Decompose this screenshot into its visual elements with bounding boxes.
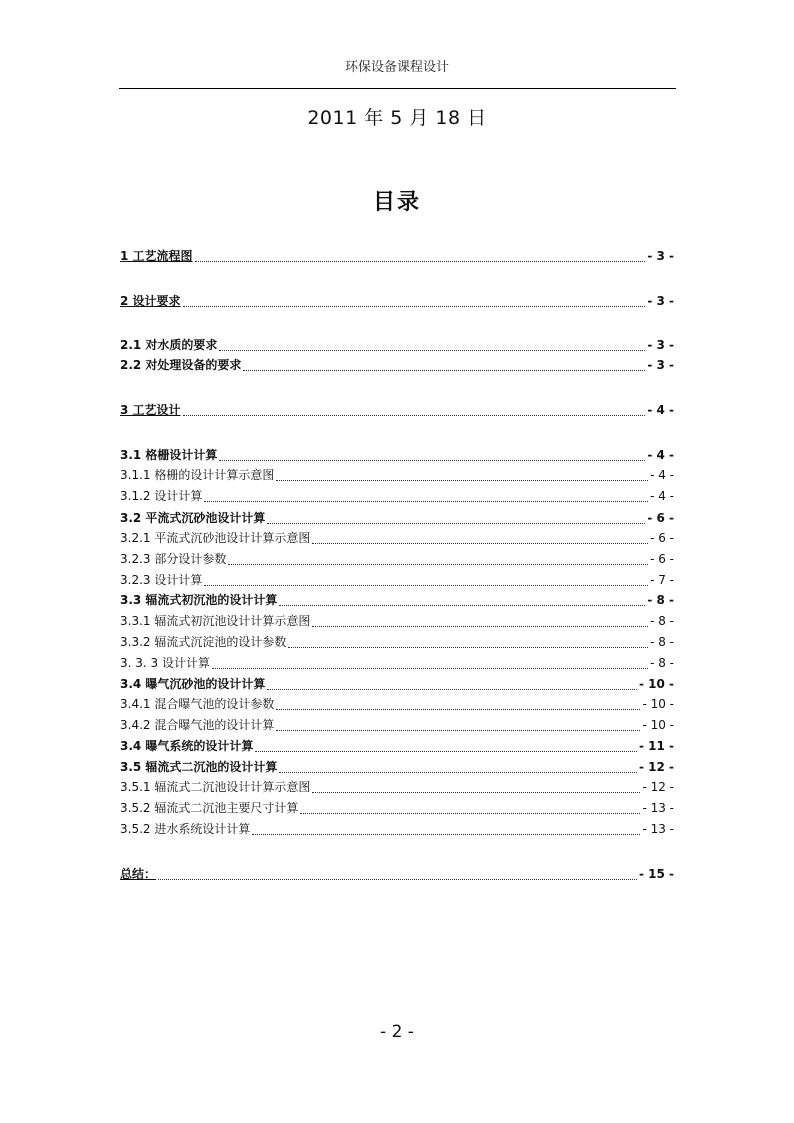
- toc-entry-label: 2 设计要求: [120, 294, 181, 308]
- document-date: 2011 年 5 月 18 日: [307, 107, 487, 129]
- toc-entry-page: - 11 -: [638, 739, 674, 753]
- toc-leader-dots: [279, 772, 637, 773]
- toc-entry-label: 1 工艺流程图: [120, 249, 193, 263]
- toc-leader-dots: [255, 751, 637, 752]
- toc-leader-dots: [228, 564, 648, 565]
- toc-entry-label: 3.4.2 混合曝气池的设计计算: [120, 718, 275, 732]
- toc-entry-label: 3.2 平流式沉砂池设计计算: [120, 511, 266, 525]
- toc-entry[interactable]: [120, 292, 674, 311]
- toc-leader-dots: [243, 370, 645, 371]
- toc-entry-label: 3.3 辐流式初沉池的设计计算: [120, 593, 278, 607]
- toc-entry[interactable]: [120, 737, 674, 756]
- toc-entry[interactable]: [120, 529, 674, 548]
- toc-entry-label: 3.5.2 进水系统设计计算: [120, 822, 251, 836]
- toc-entry[interactable]: [120, 612, 674, 631]
- toc-entry-label: 3.1.1 格栅的设计计算示意图: [120, 468, 275, 482]
- toc-entry-page: - 13 -: [642, 822, 674, 836]
- toc-leader-dots: [276, 480, 648, 481]
- toc-leader-dots: [300, 813, 640, 814]
- toc-entry-page: - 6 -: [650, 552, 674, 566]
- toc-entry[interactable]: [120, 571, 674, 590]
- toc-entry-label: 3.5.1 辐流式二沉池设计计算示意图: [120, 780, 311, 794]
- toc-entry-page: - 3 -: [647, 358, 674, 372]
- toc-leader-dots: [204, 585, 648, 586]
- toc-entry-label: 3.1 格栅设计计算: [120, 448, 218, 462]
- toc-leader-dots: [195, 261, 646, 262]
- toc-entry[interactable]: [120, 487, 674, 506]
- toc-leader-dots: [276, 709, 640, 710]
- toc-entry-page: - 4 -: [650, 489, 674, 503]
- toc-leader-dots: [219, 460, 645, 461]
- toc-leader-dots: [219, 350, 645, 351]
- toc-entry-label: 2.2 对处理设备的要求: [120, 358, 242, 372]
- toc-leader-dots: [204, 501, 648, 502]
- toc-entry[interactable]: [120, 654, 674, 673]
- page-number: - 2 -: [380, 1022, 414, 1042]
- toc-entry-label: 2.1 对水质的要求: [120, 338, 218, 352]
- toc-entry[interactable]: [120, 550, 674, 569]
- toc-entry-label: 3.1.2 设计计算: [120, 489, 203, 503]
- toc-entry-label: 总结：: [120, 867, 157, 881]
- toc-leader-dots: [267, 689, 637, 690]
- toc-entry-page: - 6 -: [650, 531, 674, 545]
- toc-entry-page: - 15 -: [638, 867, 674, 881]
- toc-entry-page: - 10 -: [638, 677, 674, 691]
- toc-entry-label: 3.4.1 混合曝气池的设计参数: [120, 697, 275, 711]
- toc-entry-page: - 10 -: [642, 718, 674, 732]
- running-header: 环保设备课程设计: [344, 60, 449, 75]
- toc-entry-page: - 12 -: [642, 780, 674, 794]
- toc-entry[interactable]: [120, 716, 674, 735]
- toc-leader-dots: [252, 834, 640, 835]
- toc-entry-page: - 8 -: [650, 614, 674, 628]
- toc-heading: 目录: [372, 190, 421, 215]
- toc-entry-page: - 8 -: [650, 656, 674, 670]
- toc-entry-label: 3.3.1 辐流式初沉池设计计算示意图: [120, 614, 311, 628]
- toc-entry-page: - 13 -: [642, 801, 674, 815]
- toc-entry-label: 3.2.1 平流式沉砂池设计计算示意图: [120, 531, 311, 545]
- toc-entry-page: - 4 -: [647, 448, 674, 462]
- toc-entry-label: 3. 3. 3 设计计算: [120, 656, 210, 670]
- toc-leader-dots: [267, 523, 645, 524]
- toc-entry[interactable]: [120, 466, 674, 485]
- toc-leader-dots: [288, 647, 648, 648]
- toc-entry[interactable]: [120, 778, 674, 797]
- toc-entry-label: 3.2.3 设计计算: [120, 573, 203, 587]
- toc-entry-page: - 8 -: [650, 635, 674, 649]
- toc-entry-page: - 3 -: [647, 249, 674, 263]
- toc-entry[interactable]: [120, 446, 674, 465]
- toc-leader-dots: [183, 306, 646, 307]
- toc-entry[interactable]: [120, 336, 674, 355]
- toc-entry-label: 3.3.2 辐流式沉淀池的设计参数: [120, 635, 287, 649]
- toc-entry[interactable]: [120, 865, 674, 884]
- toc-entry-page: - 4 -: [647, 403, 674, 417]
- toc-leader-dots: [158, 879, 637, 880]
- toc-entry-page: - 3 -: [647, 338, 674, 352]
- toc-entry-page: - 10 -: [642, 697, 674, 711]
- toc-entry-label: 3.4 曝气沉砂池的设计计算: [120, 677, 266, 691]
- toc-leader-dots: [312, 543, 648, 544]
- toc-entry-label: 3.5.2 辐流式二沉池主要尺寸计算: [120, 801, 299, 815]
- toc-entry-page: - 12 -: [638, 760, 674, 774]
- toc-entry[interactable]: [120, 591, 674, 610]
- toc-leader-dots: [312, 792, 640, 793]
- toc-entry[interactable]: [120, 356, 674, 375]
- toc-entry[interactable]: [120, 799, 674, 818]
- toc-entry[interactable]: [120, 509, 674, 528]
- toc-entry[interactable]: [120, 758, 674, 777]
- toc-entry-label: 3.5 辐流式二沉池的设计计算: [120, 760, 278, 774]
- toc-leader-dots: [212, 668, 648, 669]
- toc-entry-label: 3.2.3 部分设计参数: [120, 552, 227, 566]
- toc-entry[interactable]: [120, 247, 674, 266]
- toc-entry-page: - 7 -: [650, 573, 674, 587]
- toc-entry-label: 3.4 曝气系统的设计计算: [120, 739, 254, 753]
- toc-entry-label: 3 工艺设计: [120, 403, 181, 417]
- toc-leader-dots: [312, 626, 648, 627]
- toc-entry[interactable]: [120, 695, 674, 714]
- toc-leader-dots: [276, 730, 640, 731]
- toc-entry[interactable]: [120, 675, 674, 694]
- toc-entry[interactable]: [120, 633, 674, 652]
- toc-entry-page: - 3 -: [647, 294, 674, 308]
- toc-entry-page: - 4 -: [650, 468, 674, 482]
- toc-entry-page: - 6 -: [647, 511, 674, 525]
- toc-leader-dots: [279, 605, 645, 606]
- toc-entry[interactable]: [120, 820, 674, 839]
- toc-entry-page: - 8 -: [647, 593, 674, 607]
- toc-entry[interactable]: [120, 401, 674, 420]
- toc-leader-dots: [183, 415, 646, 416]
